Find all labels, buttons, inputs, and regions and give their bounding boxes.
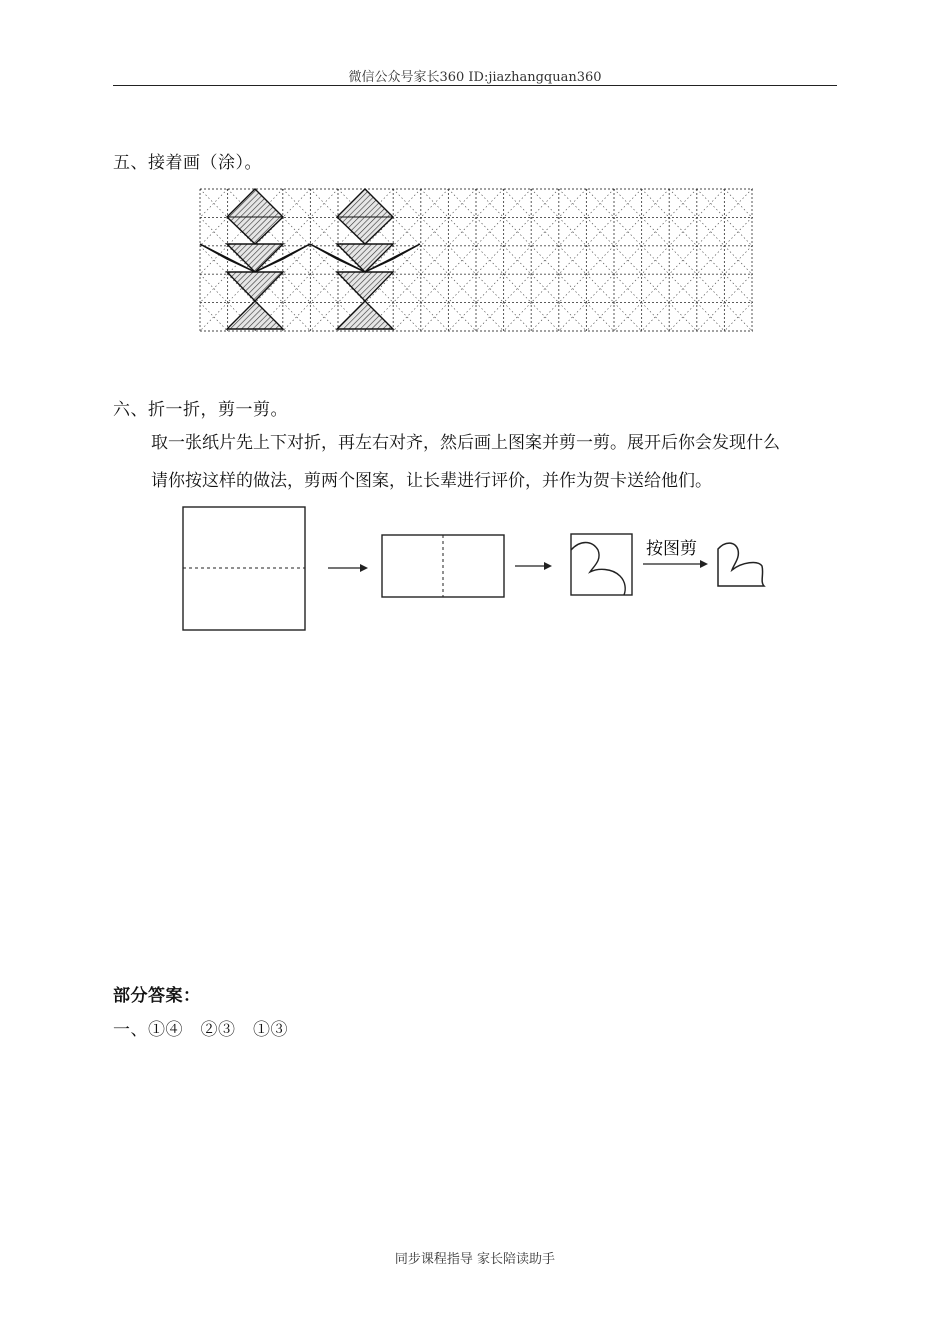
grid-diagonal [531,246,559,274]
grid-diagonal [200,217,228,245]
grid-diagonal [642,303,670,331]
grid-diagonal [393,303,421,331]
grid-diagonal [669,303,697,331]
grid-diagonal [559,303,587,331]
grid-diagonal [504,274,532,302]
grid-diagonal [531,246,559,274]
grid-diagonal [724,246,752,274]
grid-diagonal [476,246,504,274]
grid-diagonal [586,189,614,217]
grid-diagonal [559,189,587,217]
grid-diagonal [559,274,587,302]
arrow-icon [328,564,368,572]
grid-diagonal [476,274,504,302]
grid-diagonal [614,217,642,245]
grid-diagonal [724,189,752,217]
grid-diagonal [310,246,338,274]
grid-diagonal [393,274,421,302]
answers-line1: 一、①④ ②③ ①③ [113,1020,288,1040]
grid-diagonal [586,274,614,302]
grid-diagonal [669,189,697,217]
grid-diagonal [697,246,725,274]
grid-diagonal [476,274,504,302]
motif-body-top [337,272,393,301]
grid-diagonal [697,217,725,245]
grid-diagonal [559,274,587,302]
grid-diagonal [697,274,725,302]
header-rule [113,85,837,86]
grid-diagonal [200,246,228,274]
drawn-cut-pattern [571,543,625,596]
grid-diagonal [504,274,532,302]
cut-label: 按图剪 [646,539,697,559]
grid-diagonal [724,217,752,245]
grid-diagonal [310,189,338,217]
grid-diagonal [504,246,532,274]
grid-diagonal [586,246,614,274]
grid-diagonal [421,246,449,274]
grid-diagonal [200,274,228,302]
grid-diagonal [724,217,752,245]
grid-diagonal [283,189,311,217]
grid-diagonal [586,217,614,245]
grid-diagonal [614,189,642,217]
grid-diagonal [310,217,338,245]
grid-diagonal [393,274,421,302]
grid-diagonal [476,217,504,245]
grid-diagonal [586,217,614,245]
grid-diagonal [642,303,670,331]
motif-base-triangle [227,301,283,329]
grid-diagonal [448,274,476,302]
grid-diagonal [642,246,670,274]
grid-diagonal [559,217,587,245]
grid-diagonal [504,217,532,245]
grid-diagonal [421,217,449,245]
grid-diagonal [559,189,587,217]
grid-diagonal [504,246,532,274]
grid-diagonal [310,246,338,274]
grid-diagonal [642,274,670,302]
grid-diagonal [421,217,449,245]
section6-instruction-line2: 请你按这样的做法，剪两个图案，让长辈进行评价，并作为贺卡送给他们。 [151,471,712,491]
arrow-icon [515,562,552,570]
grid-diagonal [310,274,338,302]
answers-title: 部分答案： [113,986,201,1006]
motif-shoulder-triangle [337,244,393,272]
grid-diagonal [504,217,532,245]
grid-diagonal [697,217,725,245]
grid-diagonal [697,189,725,217]
grid-diagonal [586,303,614,331]
grid-diagonal [283,217,311,245]
grid-diagonal [586,303,614,331]
grid-diagonal [531,274,559,302]
grid-diagonal [448,246,476,274]
grid-diagonal [531,189,559,217]
grid-diagonal [200,303,228,331]
grid-diagonal [283,274,311,302]
grid-diagonal [448,246,476,274]
grid-diagonal [476,303,504,331]
grid-diagonal [448,217,476,245]
grid-diagonal [504,189,532,217]
grid-diagonal [200,189,228,217]
grid-diagonal [200,274,228,302]
grid-diagonal [669,303,697,331]
grid-diagonal [531,303,559,331]
grid-diagonal [669,246,697,274]
grid-diagonal [614,274,642,302]
grid-diagonal [504,303,532,331]
grid-diagonal [642,246,670,274]
grid-diagonal [421,274,449,302]
section6-title: 六、折一折，剪一剪。 [113,400,288,420]
grid-diagonal [614,303,642,331]
grid-diagonal [697,246,725,274]
grid-diagonal [697,189,725,217]
arrow-icon [643,560,708,568]
section6-instruction-line1: 取一张纸片先上下对折，再左右对齐，然后画上图案并剪一剪。展开后你会发现什么 [151,433,780,453]
grid-diagonal [669,274,697,302]
grid-diagonal [724,246,752,274]
grid-diagonal [669,274,697,302]
grid-diagonal [559,217,587,245]
grid-diagonal [642,189,670,217]
grid-diagonal [642,217,670,245]
grid-diagonal [614,246,642,274]
grid-diagonal [531,217,559,245]
grid-diagonal [448,217,476,245]
grid-diagonal [476,189,504,217]
motif-body-top [227,272,283,301]
grid-diagonal [669,246,697,274]
page-header-text: 微信公众号家长360 ID:jiazhangquan360 [348,70,602,85]
grid-diagonal [393,217,421,245]
grid-diagonal [669,189,697,217]
motif-base-triangle [337,301,393,329]
grid-diagonal [310,303,338,331]
grid-diagonal [448,274,476,302]
grid-diagonal [586,274,614,302]
grid-diagonal [283,217,311,245]
grid-diagonal [724,189,752,217]
grid-diagonal [724,303,752,331]
grid-diagonal [476,189,504,217]
grid-diagonal [724,274,752,302]
page-footer-text: 同步课程指导 家长陪读助手 [394,1252,556,1267]
grid-diagonal [393,217,421,245]
grid-diagonal [283,189,311,217]
grid-diagonal [614,274,642,302]
motif-shoulder-triangle [227,244,283,272]
grid-diagonal [310,217,338,245]
grid-diagonal [669,217,697,245]
grid-diagonal [559,246,587,274]
grid-diagonal [697,274,725,302]
cut-shape [718,543,764,586]
grid-diagonal [559,303,587,331]
grid-diagonal [614,189,642,217]
grid-diagonal [531,303,559,331]
grid-diagonal [421,189,449,217]
grid-diagonal [724,303,752,331]
grid-diagonal [586,246,614,274]
grid-diagonal [586,189,614,217]
grid-diagonal [421,303,449,331]
grid-diagonal [559,246,587,274]
grid-diagonal [642,189,670,217]
grid-diagonal [614,246,642,274]
grid-diagonal [614,303,642,331]
grid-diagonal [531,217,559,245]
grid-diagonal [531,274,559,302]
grid-diagonal [283,303,311,331]
grid-diagonal [476,303,504,331]
grid-diagonal [448,189,476,217]
grid-diagonal [200,217,228,245]
fold-cut-diagram [180,504,780,634]
grid-diagonal [614,217,642,245]
grid-diagonal [310,189,338,217]
grid-diagonal [504,303,532,331]
grid-diagonal [697,303,725,331]
grid-diagonal [669,217,697,245]
pattern-grid-figure [200,189,753,331]
section5-title: 五、接着画（涂）。 [113,153,262,173]
grid-diagonal [642,274,670,302]
grid-diagonal [504,189,532,217]
grid-diagonal [448,189,476,217]
grid-diagonal [310,274,338,302]
grid-diagonal [393,303,421,331]
grid-diagonal [421,274,449,302]
grid-diagonal [476,246,504,274]
grid-diagonal [531,189,559,217]
grid-diagonal [476,217,504,245]
grid-diagonal [283,303,311,331]
grid-diagonal [448,303,476,331]
grid-diagonal [283,274,311,302]
grid-diagonal [697,303,725,331]
grid-diagonal [448,303,476,331]
grid-diagonal [642,217,670,245]
grid-diagonal [724,274,752,302]
grid-diagonal [200,303,228,331]
